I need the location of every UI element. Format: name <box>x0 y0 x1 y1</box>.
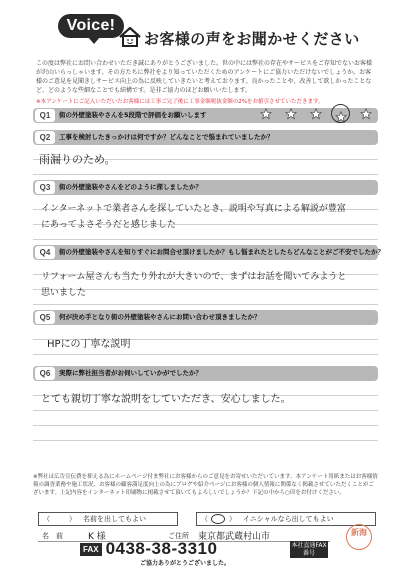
question-text: 実際に弊社担当者がお伺いしていかがでしたか？ <box>59 369 202 377</box>
answer-text: リフォーム屋さんも当たり外れが大きいので、まずはお話を聞いてみようと <box>41 272 347 282</box>
thanks-text: ご協力ありがとうございました。 <box>140 560 231 566</box>
question-text: 工事を検討したきっかけは何ですか？どんなことで悩まれていましたか？ <box>59 133 274 141</box>
question-number: Q2 <box>35 131 55 144</box>
answer-text: にあってよさそうだと感じました <box>41 220 176 230</box>
question-6 <box>33 366 378 441</box>
answer-text: 思いました <box>41 288 87 298</box>
question-bar <box>33 130 378 145</box>
question-text: 街の外壁塗装やさんをどのように探しましたか？ <box>59 183 202 191</box>
intro-text: この度は弊社にお問い合わせいただき誠にありがとうございました。世の中には弊社の存在やサービスをご存知でないお客様が沢山いらっしゃいます。その方たちに弊社をより知っていただくためのアンケートにご協力いただけないでしょうか。お客様のご意見を見聞きしサービス向上の為に反映していきたいと考えております。良かったことや、改善して欲しかったことなど、どのような些細なことでも結構です。是非ご協力のほどお願いいたします。 <box>36 60 373 94</box>
question-1 <box>33 108 378 123</box>
initials-option[interactable]: （ ） イニシャルなら出してもよい <box>196 512 376 526</box>
question-bar <box>33 310 378 325</box>
fax-label: FAX <box>80 543 102 556</box>
question-number: Q5 <box>35 311 55 324</box>
discount-note: ※本アンケートにご記入いただいたお客様には工事ご完了後に工事金額税抜金額の2%をお値引させていただきます。 <box>36 99 324 105</box>
initials-ok-label: イニシャルなら出してもよい <box>243 515 334 523</box>
answer-area[interactable] <box>33 260 378 305</box>
question-text: 街の外壁塗装やさんを5段階で評価をお願いします <box>59 111 207 119</box>
question-bar <box>33 180 378 195</box>
star-icon[interactable] <box>285 108 297 120</box>
question-3 <box>33 180 378 240</box>
question-5 <box>33 310 378 370</box>
question-4 <box>33 245 384 305</box>
question-number: Q4 <box>35 246 55 259</box>
circle-mark <box>211 514 225 524</box>
page-title: お客様の声をお聞かせください <box>144 30 360 48</box>
answer-area[interactable] <box>33 145 378 175</box>
name-value[interactable]: K 様 <box>88 532 106 542</box>
star-icon[interactable] <box>260 108 272 120</box>
address-label: ご住所 <box>168 532 189 540</box>
question-number: Q6 <box>35 367 55 380</box>
question-bar <box>33 108 378 123</box>
answer-area[interactable] <box>33 195 378 240</box>
name-option[interactable]: （ ） 名前を出してもよい <box>38 512 178 526</box>
star-icon[interactable] <box>310 108 322 120</box>
selected-star[interactable] <box>335 108 347 120</box>
circle-mark <box>331 104 350 123</box>
name-ok-label: 名前を出してもよい <box>83 515 146 523</box>
name-label: 名 前 <box>42 532 63 540</box>
house-icon <box>118 26 142 48</box>
fax-box <box>80 540 285 558</box>
seal-stamp: 新海 <box>346 524 372 550</box>
question-text: 街の外壁塗装やさんを知りすぐにお問合せ頂けましたか？もし悩まれたとしたらどんなことがご不安でしたか？ <box>59 248 384 256</box>
fax-direct-label: 本社直通FAX番号 <box>291 542 327 557</box>
fax-number: 0438-38-3310 <box>105 539 218 558</box>
answer-text: HPにの丁寧な説明 <box>47 339 131 350</box>
rating-stars[interactable] <box>260 108 372 120</box>
star-icon[interactable] <box>360 108 372 120</box>
question-text: 何が決め手となり街の外壁塗装やさんにお問い合わせ頂きましたか？ <box>59 313 261 321</box>
answer-text: インターネットで業者さんを探していたとき、説明や写真による解説が豊富 <box>41 204 346 214</box>
question-bar <box>33 245 384 260</box>
question-2 <box>33 130 378 175</box>
voice-badge: Voice! <box>58 14 124 38</box>
answer-text: とても親切丁寧な説明をしていただき、安心しました。 <box>41 394 291 405</box>
question-number: Q1 <box>35 109 55 122</box>
question-bar <box>33 366 378 381</box>
answer-text: 雨漏りのため。 <box>39 153 116 166</box>
answer-area[interactable] <box>33 381 378 441</box>
publication-note: ※弊社は広告宣伝費を抑える為にホームページ付ま弊社にお客様からのご意見をお寄せいただいています。本アンケート用紙またはお客様情報の調査業務や施工状況、お客様の顧客満足度向上の為にブログや紹介ページにお客様の個人情報に関係なく掲載させていただくことがございます。上記内容をインターネット印刷物に掲載させて頂いてもよろしいでしょうか？下記の中から○印をお付けください。 <box>33 474 378 496</box>
answer-area[interactable] <box>33 325 378 370</box>
question-number: Q3 <box>35 181 55 194</box>
address-value[interactable]: 東京都武蔵村山市 <box>198 532 271 542</box>
